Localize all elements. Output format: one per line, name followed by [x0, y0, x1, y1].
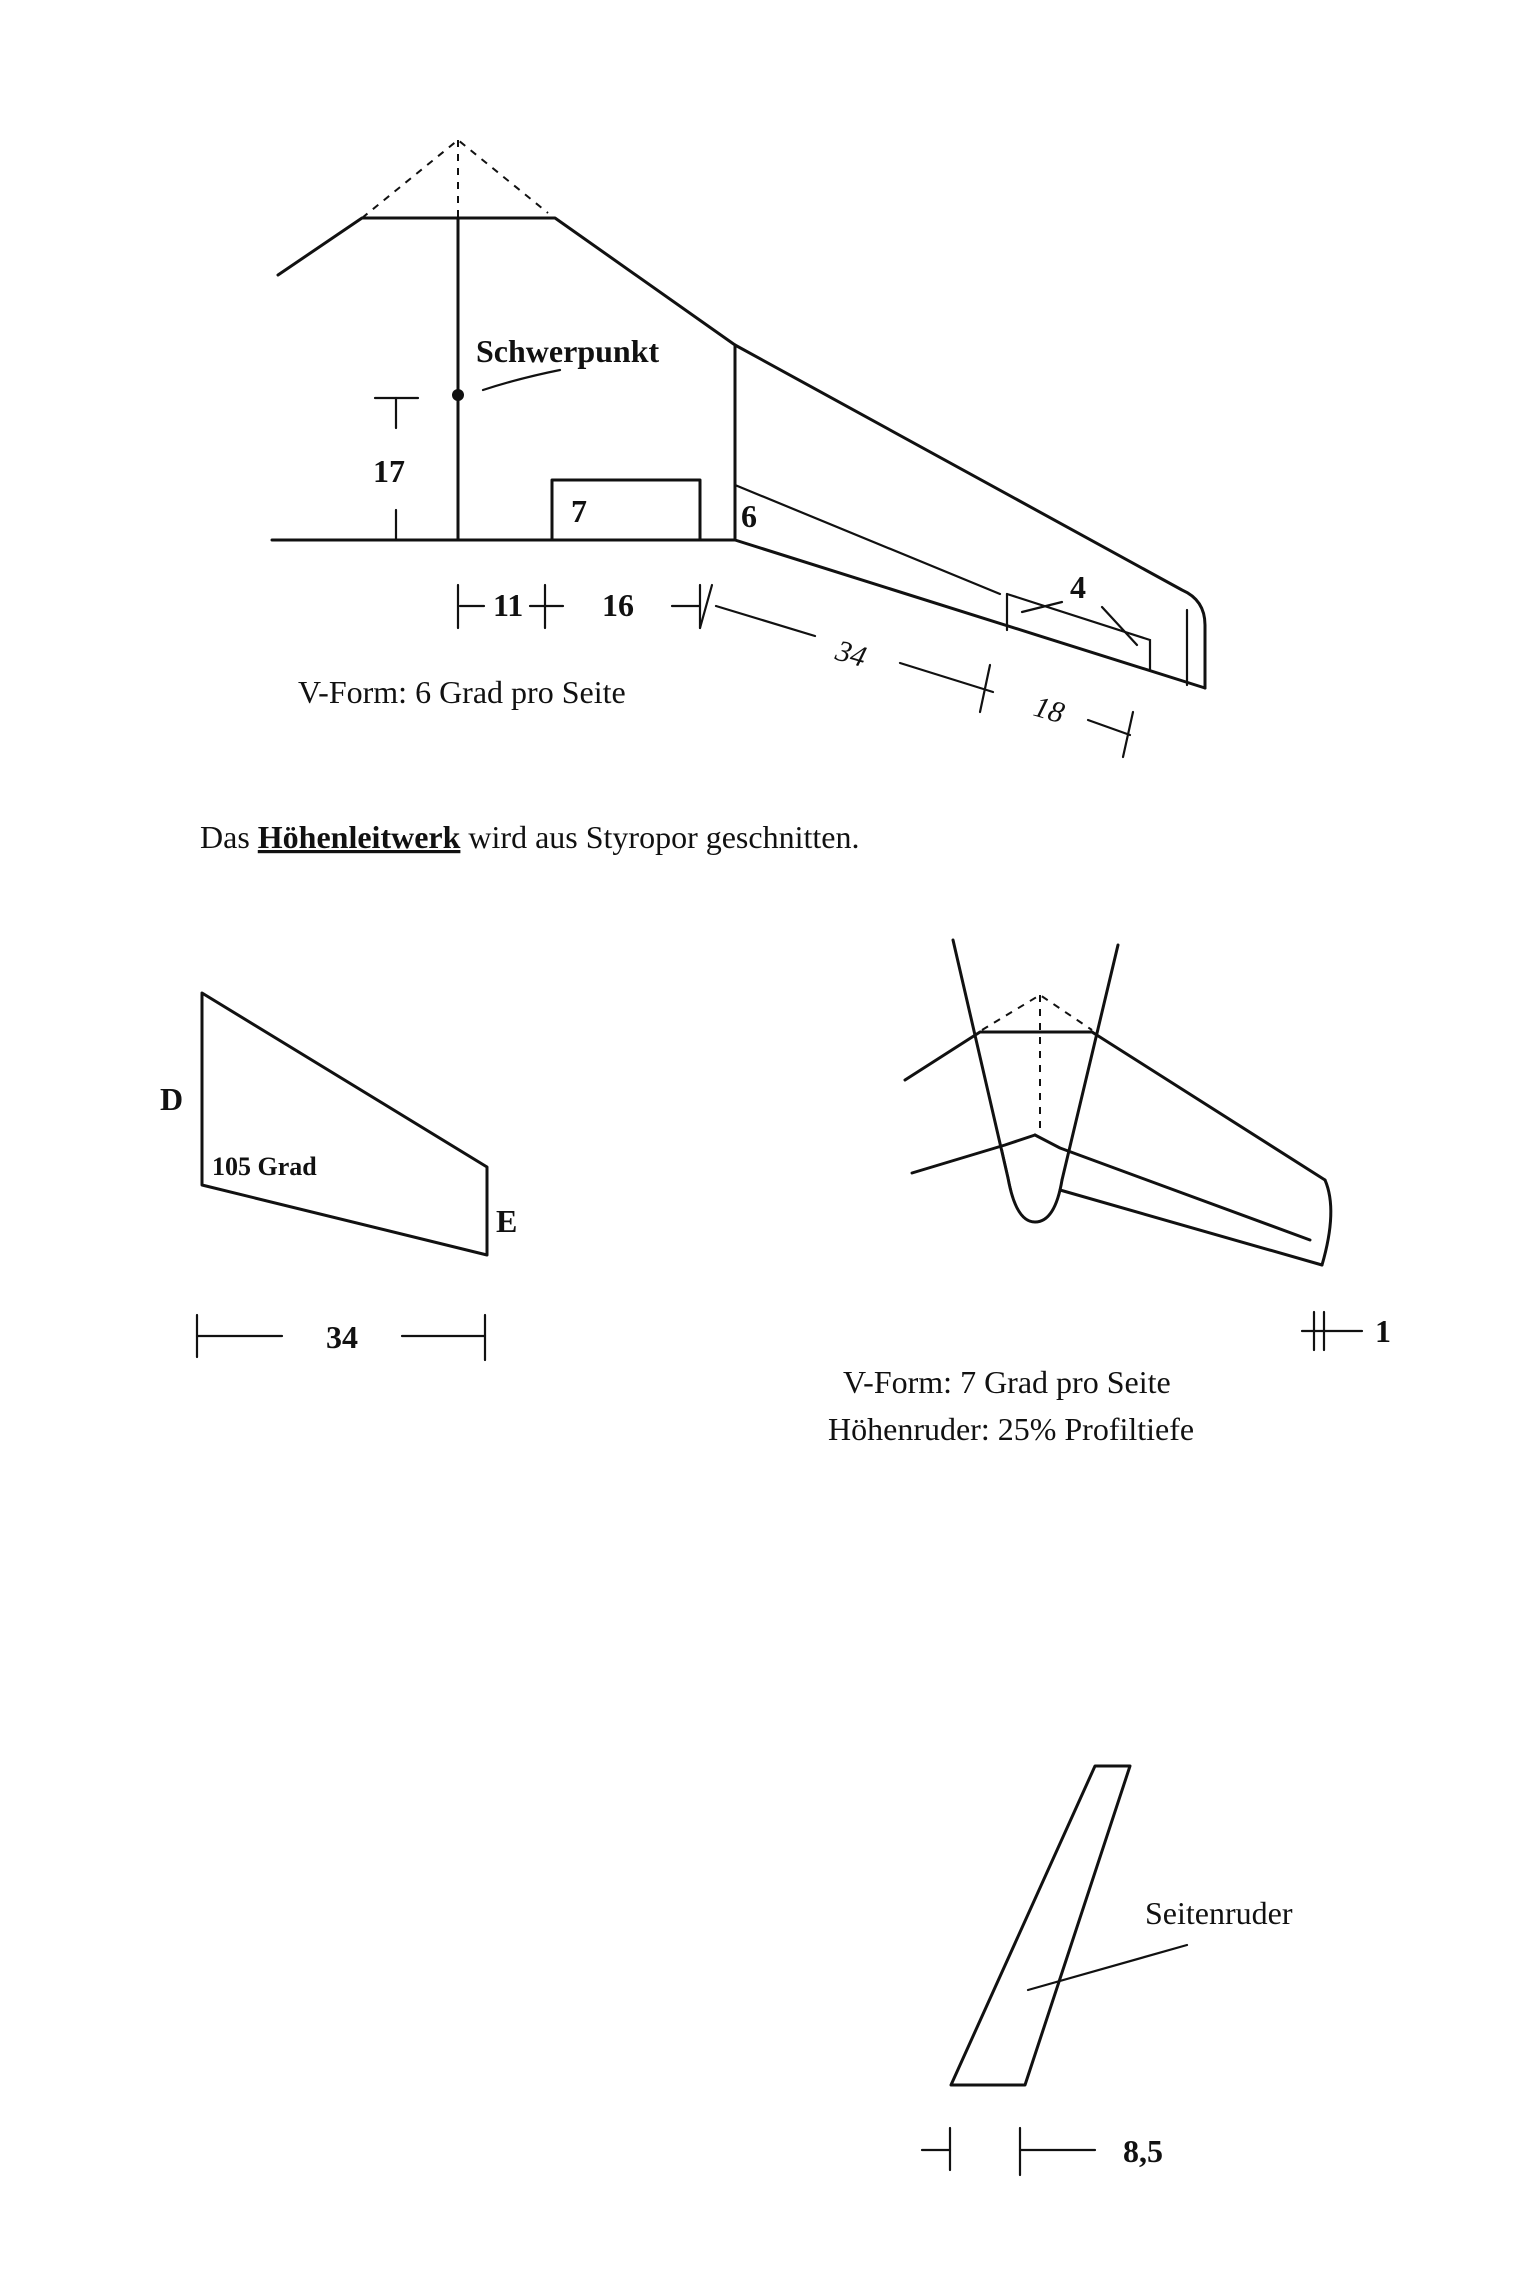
dim-18-line [1088, 720, 1130, 735]
tail-right-leading [1092, 1032, 1325, 1180]
dim-break-slash [700, 585, 712, 628]
dim-34-line-b [900, 663, 993, 692]
tail-left-outer [905, 1032, 1092, 1080]
tail-apex-dashed [982, 995, 1092, 1135]
dim-aileron-label: 18 [1030, 690, 1069, 730]
dim-height-label: 17 [373, 453, 405, 489]
stabilizer-label-e: E [496, 1203, 518, 1239]
tail-elevator-label: Höhenruder: 25% Profiltiefe [828, 1411, 1195, 1447]
fin-left [953, 940, 1008, 1178]
wing-root-outline [278, 218, 735, 345]
rudder-outline [951, 1766, 1130, 2085]
wing-plan [272, 140, 1205, 757]
rudder-label: Seitenruder [1145, 1895, 1293, 1931]
dim-tip-chord-label: 4 [1070, 569, 1086, 605]
tail-left-hinge [1002, 1150, 1012, 1195]
cg-dot [452, 389, 464, 401]
wing-outer-trailing-edge [735, 540, 1205, 688]
tail-dim-label: 1 [1375, 1313, 1391, 1349]
tip-chord-leader [1022, 602, 1137, 645]
dim-box-label: 7 [571, 493, 587, 529]
caption [200, 819, 859, 855]
wing-dihedral-label: V-Form: 6 Grad pro Seite [298, 674, 626, 710]
caption-emphasis: Höhenleitwerk [257, 819, 461, 855]
cg-leader [483, 370, 560, 390]
aileron-line [735, 485, 1000, 594]
dim-18-tick [1123, 712, 1133, 757]
dim-b-label: 16 [602, 587, 634, 623]
tail-dihedral-label: V-Form: 7 Grad pro Seite [843, 1364, 1171, 1400]
dim-a-label: 11 [493, 587, 524, 623]
caption-prefix: Das [200, 819, 258, 855]
tail-left-root [912, 1135, 1035, 1173]
wing-apex-dashed [362, 140, 548, 218]
stabilizer-outline [202, 993, 487, 1255]
tail-right-tip [1322, 1180, 1331, 1265]
rudder-dim-label: 8,5 [1123, 2133, 1163, 2169]
rudder-plan [922, 1766, 1293, 2175]
dim-34-line-a [716, 606, 815, 636]
stabilizer-label-d: D [160, 1081, 184, 1117]
wing-outer-leading-edge [735, 345, 1205, 688]
cg-label: Schwerpunkt [476, 333, 660, 369]
stabilizer-plan [160, 993, 517, 1360]
tail-right-trailing [1060, 1190, 1322, 1265]
stabilizer-span-label: 34 [326, 1319, 358, 1355]
dim-span-label: 34 [832, 634, 871, 674]
fin-bottom [1008, 1178, 1062, 1222]
rudder-leader [1028, 1945, 1187, 1990]
tail-view [828, 940, 1391, 1447]
caption-suffix: wird aus Styropor geschnitten. [460, 819, 860, 855]
stabilizer-angle: 105 Grad [212, 1152, 317, 1181]
dim-root-chord-label: 6 [741, 498, 757, 534]
tail-root-join [1035, 1135, 1310, 1240]
fin-right [1062, 945, 1118, 1180]
